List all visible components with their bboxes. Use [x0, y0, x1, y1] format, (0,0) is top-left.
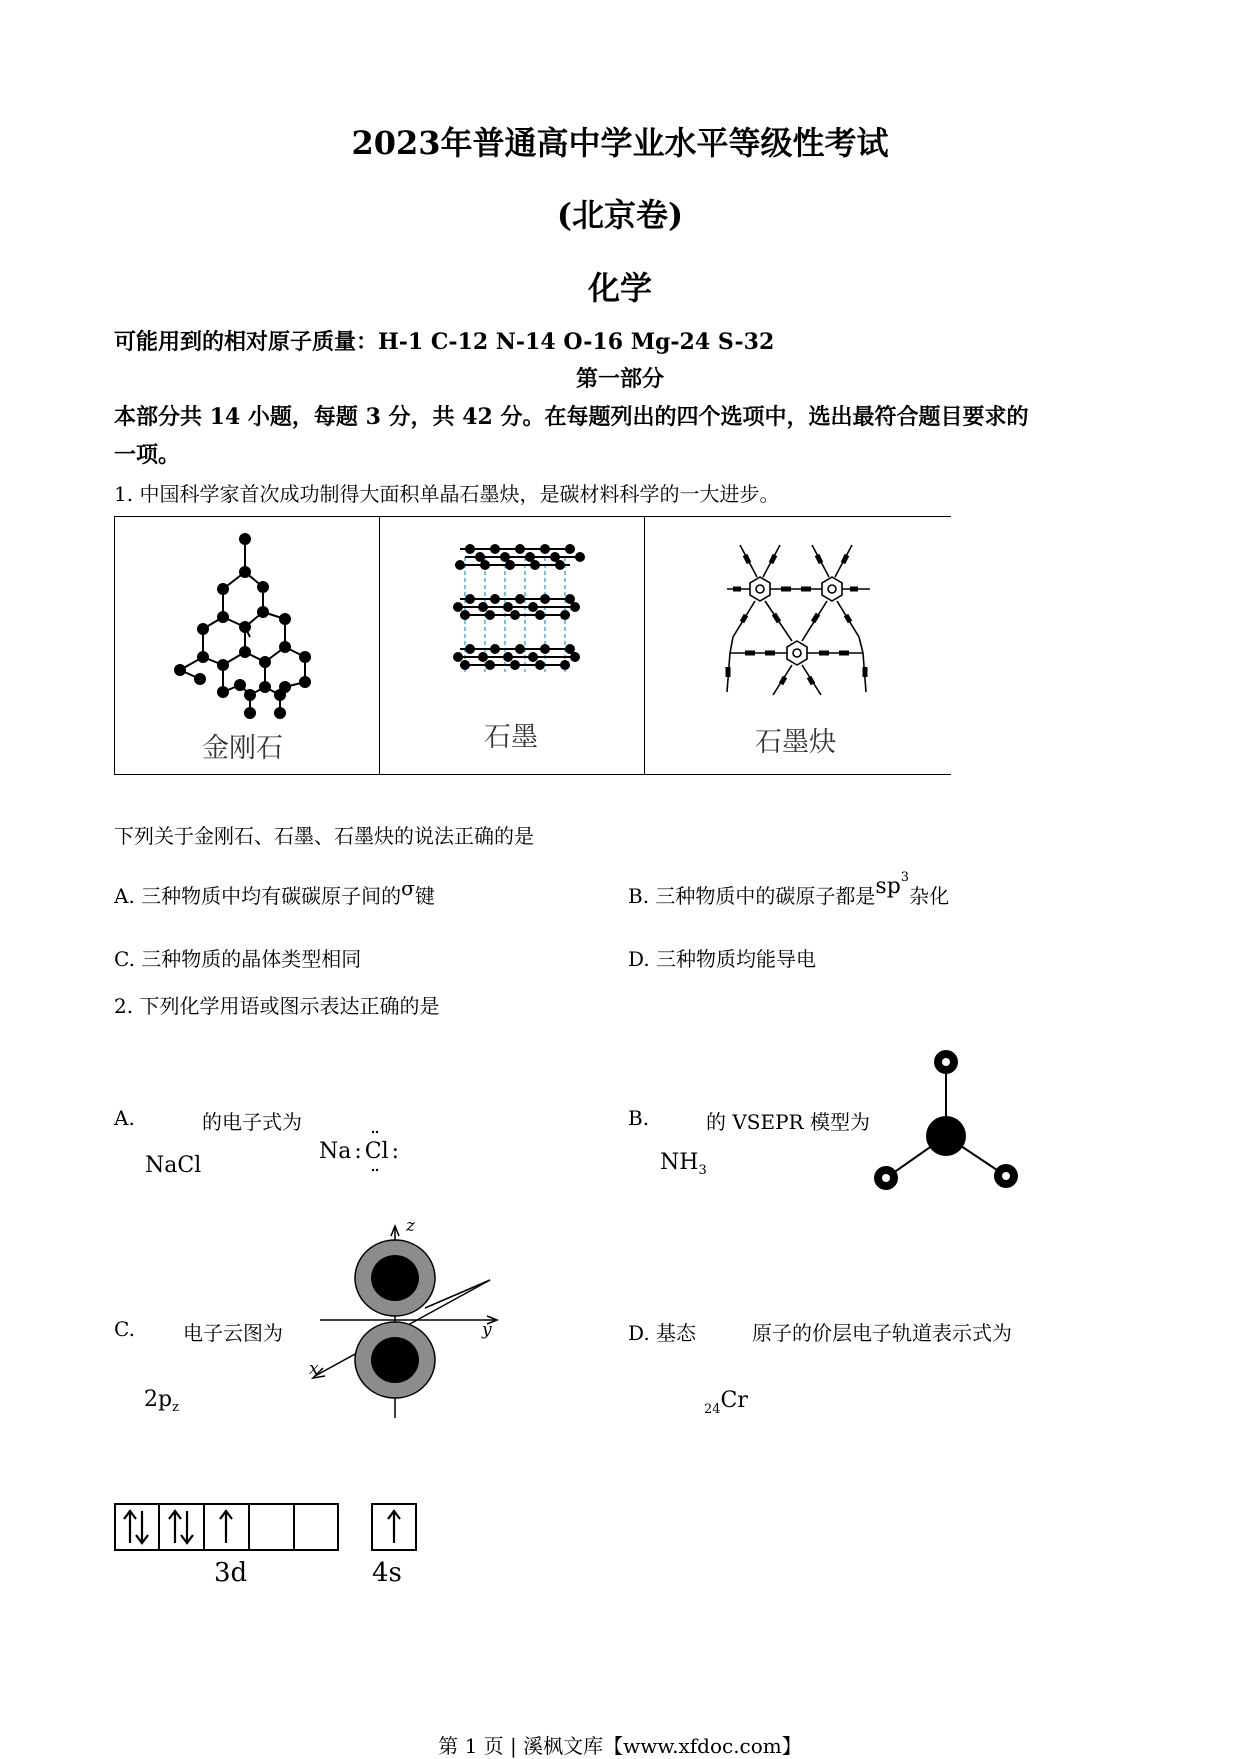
part-instructions-cont: 一项。: [114, 442, 181, 468]
q2-option-a-text: 的电子式为: [202, 1110, 302, 1134]
diamond-label: 金刚石: [202, 733, 283, 764]
q1-stem: 1. 中国科学家首次成功制得大面积单晶石墨炔，是碳材料科学的一大进步。: [114, 482, 780, 506]
sigma-symbol: σ: [401, 876, 415, 900]
graphite-label: 石墨: [484, 722, 538, 753]
graphite-layer-bottom: [454, 645, 579, 669]
nacl-electron-formula: Na : Cl :: [319, 1139, 400, 1164]
2pz-label: $2p_z$: [144, 1387, 179, 1415]
diamond-cell: [115, 517, 380, 774]
axis-y-label: y: [482, 1320, 492, 1340]
orbital-3d-label: 3d: [214, 1558, 248, 1588]
nacl-formula: NaCl: [145, 1153, 202, 1178]
part-instructions: 本部分共 14 小题，每题 3 分，共 42 分。在每题列出的四个选项中，选出最符合题目要求的: [114, 404, 1029, 430]
exam-title: 2023年普通高中学业水平等级性考试: [351, 124, 889, 162]
graphite-layer-middle: [454, 595, 579, 619]
sp3-symbol: $sp^3$: [875, 870, 910, 899]
graphite-layer-top: [455, 545, 584, 569]
q1-option-c: C. 三种物质的晶体类型相同: [114, 947, 362, 971]
graphite-cell: [380, 517, 645, 774]
chloride-electron-dots: [360, 1128, 400, 1188]
q1-option-a-suffix: 键: [414, 884, 435, 908]
cr-element-label: $_{24}$Cr: [704, 1388, 748, 1417]
q2-option-a-label: A.: [114, 1106, 135, 1130]
q2-option-b-label: B.: [628, 1106, 650, 1130]
q1-option-b-text: B. 三种物质中的碳原子都是: [628, 884, 876, 908]
exam-subtitle: (北京卷): [556, 196, 684, 234]
page-footer: 第 1 页 | 溪枫文库【www.xfdoc.com】: [438, 1734, 802, 1758]
subject-title: 化学: [587, 269, 652, 307]
orbital-4s-label: 4s: [372, 1558, 402, 1588]
q2-stem: 2. 下列化学用语或图示表达正确的是: [114, 994, 440, 1018]
carbon-structures-table: [114, 516, 951, 775]
orbital-diagram: [114, 1503, 434, 1563]
nh3-formula: $NH_3$: [660, 1150, 707, 1178]
q1-option-b-suffix: 杂化: [909, 884, 950, 908]
axis-z-label: z: [406, 1216, 415, 1236]
vsepr-model-figure: [868, 1048, 1028, 1198]
part-title: 第一部分: [575, 366, 664, 392]
q1-option-d: D. 三种物质均能导电: [628, 947, 817, 971]
axis-x-label: x: [309, 1359, 319, 1379]
atomic-masses: 可能用到的相对原子质量：H-1 C-12 N-14 O-16 Mg-24 S-32: [114, 329, 775, 355]
q1-option-b: [628, 870, 950, 909]
q1-question: 下列关于金刚石、石墨、石墨炔的说法正确的是: [114, 824, 534, 848]
q2-option-d-label: D. 基态: [628, 1321, 697, 1345]
q2-option-c-label: C.: [114, 1317, 135, 1341]
q2-option-b-text: 的 VSEPR 模型为: [706, 1110, 870, 1134]
q1-option-a-text: A. 三种物质中均有碳碳原子间的: [114, 884, 402, 908]
q1-option-a: [114, 876, 435, 909]
q2-option-d-text: 原子的价层电子轨道表示式为: [752, 1321, 1012, 1345]
graphdiyne-label: 石墨炔: [755, 727, 836, 758]
graphdiyne-cell: [645, 517, 952, 774]
q2-option-c-text: 电子云图为: [183, 1321, 283, 1345]
